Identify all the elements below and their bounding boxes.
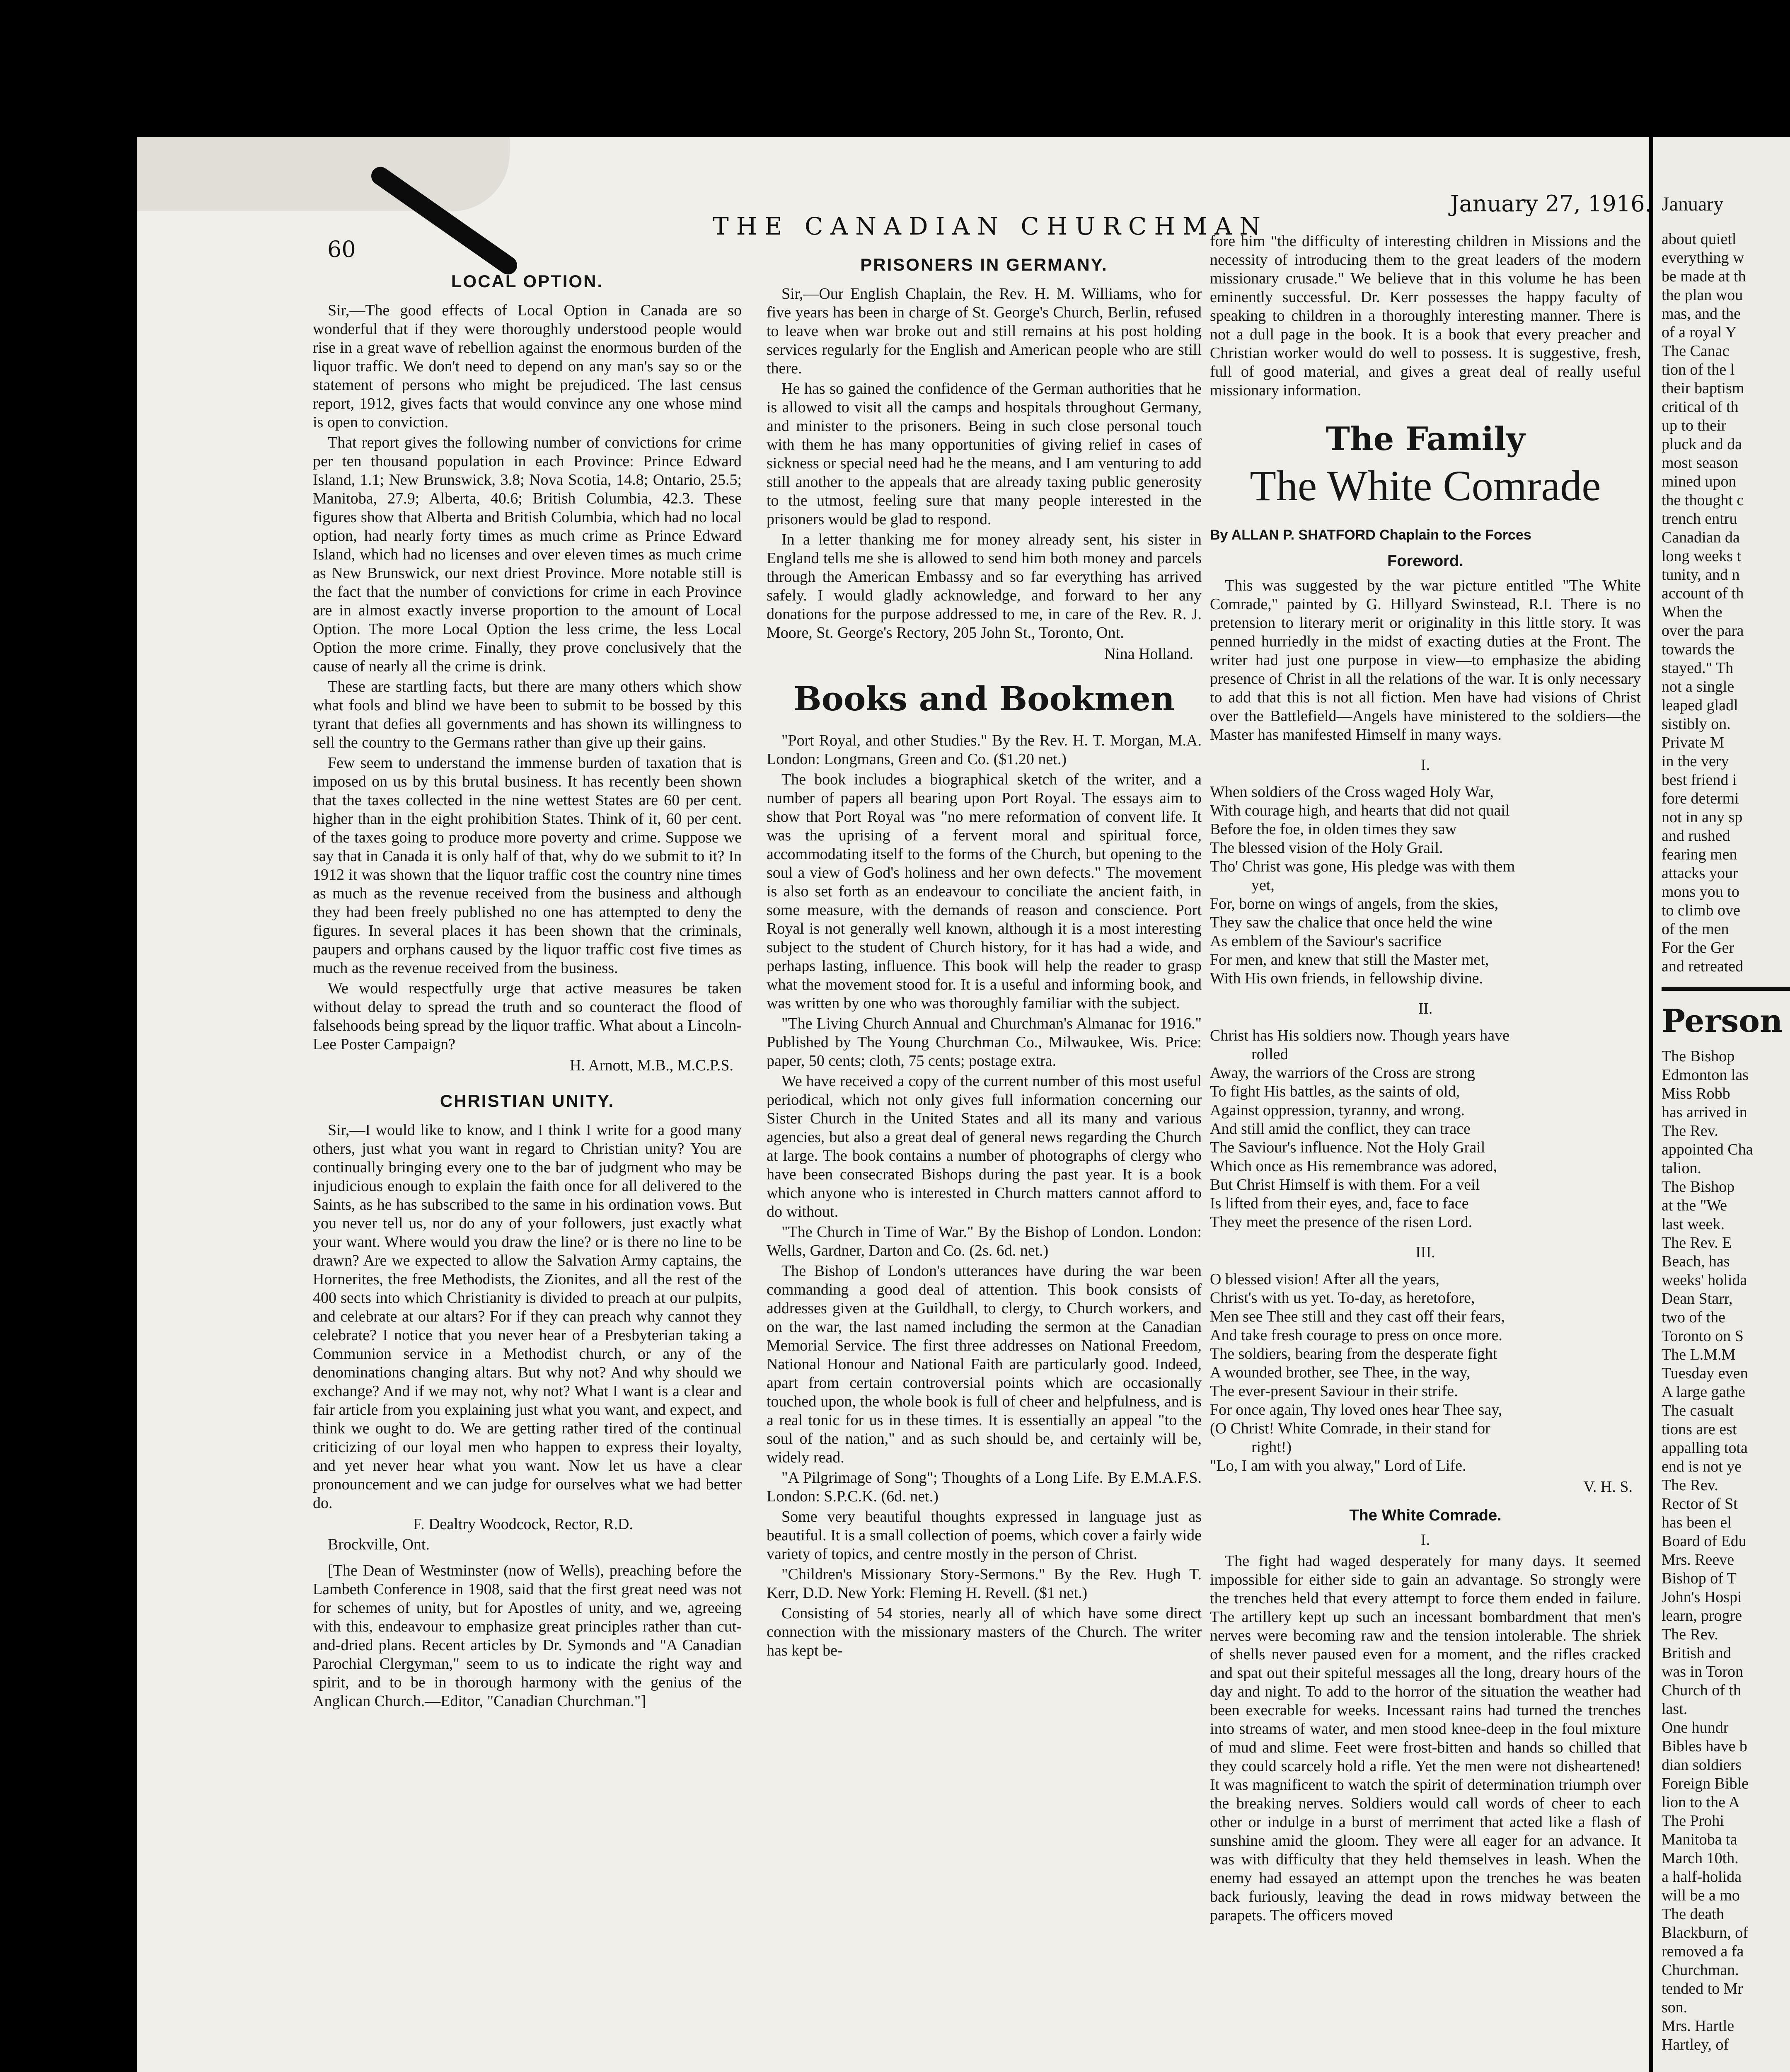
poem-line: The ever-present Saviour in their strife. <box>1210 1382 1458 1400</box>
adjacent-line: learn, progre <box>1662 1607 1742 1624</box>
poem-line: The soldiers, bearing from the desperate fight <box>1210 1345 1497 1363</box>
book-citation: "Port Royal, and other Studies." By the Rev. H. T. Morgan, M.A. London: Longmans, Green and Co. ($1.20 net.) <box>767 732 1202 768</box>
adjacent-line: not in any sp <box>1662 808 1743 826</box>
masthead: THE CANADIAN CHURCHMAN <box>713 212 1268 240</box>
page-number: 60 <box>327 236 356 262</box>
adjacent-line: everything w <box>1662 249 1744 266</box>
book-review: We have received a copy of the current number of this most useful periodical, which not only gives full information concerning our Sister Church in the United States and all its many and various agencies, but also a great deal of general news regarding the Church at large. The book contains a number of photographs of clergy who have been consecrated Bishops during the past year. It is a book which anyone who is interested in Church matters cannot afford to do without. <box>767 1072 1202 1220</box>
adjacent-line: dian soldiers <box>1662 1756 1742 1774</box>
adjacent-line: has arrived in <box>1662 1104 1747 1121</box>
adjacent-line: over the para <box>1662 622 1744 639</box>
adjacent-line: Mrs. Hartle <box>1662 2017 1734 2035</box>
adjacent-line: The Rev. E <box>1662 1234 1732 1251</box>
adjacent-line: Private M <box>1662 734 1724 751</box>
book-citation: "The Living Church Annual and Churchman's Almanac for 1916." Published by The Young Churchman Co., Milwaukee, Wis. Price: paper, 50 cents; cloth, 75 cents; postage extra. <box>767 1015 1202 1070</box>
adjacent-line: Edmonton las <box>1662 1066 1749 1084</box>
paragraph: Few seem to understand the immense burden of taxation that is imposed on us by this brutal business. It has recently been shown that the taxes collected in the nine wettest States are 60 per cent. higher than in the eight prohibition States. Think of it, 60 per cent. of the taxes going to produce more poverty and crime. Suppose we say that in Canada it is only half of that, why do we submit to it? In 1912 it was shown that the liquor traffic cost the country nine times as much as the revenue received from the business and although they had been freely published no one has attempted to deny the figures. In several places it has been shown that the criminals, paupers and orphans caused by the liquor traffic cost five times as much as the revenue received from the business. <box>313 754 742 977</box>
poem-line: (O Christ! White Comrade, in their stand for <box>1210 1420 1490 1437</box>
poem-line: Before the foe, in olden times they saw <box>1210 821 1457 838</box>
paragraph: Sir,—I would like to know, and I think I write for a good many others, just what you want in regard to Christian unity? You are continually bringing every one to the bar of judgment who may be injudicious enough to explain the faith once for all delivered to the Saints, as he has subscribed to the same in his ordination vows. But you never tell us, nor do any of your followers, just exactly what your want. Where would you draw the line? or is there no line to be drawn? Are we expected to allow the Salvation Army captains, the Hornerites, the free Methodists, the Zionites, and all the rest of the 400 sects into which Christianity is divided to preach at our pulpits, and celebrate at our altars? For if they can preach why cannot they celebrate? I notice that you never hear of a Presbyterian taking a Communion service in a Methodist church, or any of the denominations changing altars. But why not? And why should we exchange? And if we may not, why not? What I want is a clear and fair article from you explaining just what you want, and expect, and think we ought to do. We are getting rather tired of the continual criticizing of our loyal men who happen to express their loyalty, and yet never hear what you want. Now let us have a clear pronouncement and we can judge for ourselves what we had better do. <box>313 1121 742 1512</box>
poem-line: rolled <box>1251 1046 1288 1063</box>
adjacent-line: and retreated <box>1662 958 1744 975</box>
adjacent-line: The death <box>1662 1905 1724 1923</box>
adjacent-line: about quietl <box>1662 230 1737 248</box>
book-citation: "Children's Missionary Story-Sermons." By the Rev. Hugh T. Kerr, D.D. New York: Fleming H. Revell. ($1 net.) <box>767 1566 1202 1602</box>
adjacent-page <box>1653 137 1790 2072</box>
adjacent-line: Foreign Bible <box>1662 1775 1749 1792</box>
adjacent-line: The Bishop <box>1662 1048 1735 1065</box>
poem-line: yet, <box>1251 876 1275 894</box>
divider <box>1662 987 1790 991</box>
foreword-text: This was suggested by the war picture entitled "The White Comrade," painted by G. Hillyard Swinstead, R.I. There is no pretension to literary merit or originality in this little story. It was penned hurriedly in the midst of exacting duties at the Front. The writer had just one purpose in view—to emphasize the abiding presence of Christ in all the relations of the war. It is only necessary to add that this is not all fiction. Men have had visions of Christ over the Battlefield—Angels have ministered to the soldiers—the Master has manifested Himself in many ways. <box>1210 577 1641 743</box>
poem-line: For men, and knew that still the Master met, <box>1210 951 1489 968</box>
adjacent-heading: Person <box>1662 1002 1783 1039</box>
poem-line: To fight His battles, as the saints of old, <box>1210 1083 1460 1100</box>
adjacent-line: Beach, has <box>1662 1253 1730 1270</box>
poem-line: With His own friends, in fellowship divine. <box>1210 970 1483 987</box>
family-heading: The Family <box>1326 420 1525 458</box>
adjacent-line: For the Ger <box>1662 939 1734 956</box>
adjacent-line: The casualt <box>1662 1402 1734 1419</box>
adjacent-line: The L.M.M <box>1662 1346 1736 1363</box>
adjacent-line: Canadian da <box>1662 529 1740 546</box>
signature: F. Dealtry Woodcock, Rector, R.D. <box>413 1515 633 1533</box>
stanza-number: II. <box>1418 1000 1433 1017</box>
poem-line: With courage high, and hearts that did not quail <box>1210 802 1510 819</box>
adjacent-line: most season <box>1662 454 1738 472</box>
adjacent-line: long weeks t <box>1662 547 1742 565</box>
poem-line: Tho' Christ was gone, His pledge was with them <box>1210 858 1515 875</box>
adjacent-line: son. <box>1662 1999 1688 2016</box>
adjacent-line: and rushed <box>1662 827 1730 845</box>
adjacent-line: stayed." Th <box>1662 659 1734 677</box>
adjacent-line: The Rev. <box>1662 1626 1718 1643</box>
adjacent-line: the plan wou <box>1662 286 1743 304</box>
adjacent-line: fearing men <box>1662 846 1737 863</box>
adjacent-line: Dean Starr, <box>1662 1290 1733 1307</box>
adjacent-line: fore determi <box>1662 790 1739 807</box>
poem-stanza-3 <box>1210 1270 1641 1475</box>
foreword-title: Foreword. <box>1387 552 1463 570</box>
paragraph: Sir,—Our English Chaplain, the Rev. H. M. Williams, who for five years has been in charge of St. George's Church, Berlin, refused to leave when war broke out and still remains at his post holding services regularly for the English and American people who are still there. <box>767 285 1202 377</box>
book-review: Consisting of 54 stories, nearly all of which have some direct connection with the missionary masters of the Church. The writer has kept be- <box>767 1605 1202 1659</box>
adjacent-line: The Rev. <box>1662 1477 1718 1494</box>
adjacent-line: of the men <box>1662 920 1729 938</box>
adjacent-line: was in Toron <box>1662 1663 1744 1680</box>
column-1 <box>313 265 742 1712</box>
poem-line: Is lifted from their eyes, and, face to face <box>1210 1195 1469 1212</box>
adjacent-line: end is not ye <box>1662 1458 1742 1475</box>
poem-line: But Christ Himself is with them. For a veil <box>1210 1176 1480 1193</box>
adjacent-line: lion to the A <box>1662 1794 1740 1811</box>
poem-line: Christ has His soldiers now. Though years have <box>1210 1027 1509 1044</box>
adjacent-column <box>1662 149 1790 2054</box>
adjacent-line: last week. <box>1662 1215 1725 1233</box>
adjacent-line: be made at th <box>1662 268 1746 285</box>
poem-line: Men see Thee still and they cast off their fears, <box>1210 1308 1505 1325</box>
adjacent-line: Rector of St <box>1662 1495 1738 1513</box>
adjacent-line: mined upon <box>1662 473 1737 490</box>
issue-date: January 27, 1916. <box>1450 191 1652 217</box>
adjacent-line: John's Hospi <box>1662 1588 1742 1606</box>
adjacent-line: Manitoba ta <box>1662 1831 1737 1848</box>
adjacent-line: up to their <box>1662 417 1727 434</box>
local-option-title: LOCAL OPTION. <box>451 271 604 291</box>
poem-line: They meet the presence of the risen Lord. <box>1210 1213 1473 1231</box>
poem-line: right!) <box>1251 1438 1292 1456</box>
adjacent-line: Church of th <box>1662 1682 1742 1699</box>
books-heading: Books and Bookmen <box>793 679 1175 718</box>
signature: Nina Holland. <box>1104 645 1193 663</box>
adjacent-line: Blackburn, of <box>1662 1924 1748 1941</box>
adjacent-line: of a royal Y <box>1662 324 1737 341</box>
adjacent-line: in the very <box>1662 753 1729 770</box>
adjacent-line: will be a mo <box>1662 1887 1740 1904</box>
adjacent-line: tended to Mr <box>1662 1980 1743 1997</box>
adjacent-line: best friend i <box>1662 771 1737 789</box>
paragraph: These are startling facts, but there are many others which show what fools and blind we have been to submit to be bossed by this tyrant that defies all governments and has shown its willingness to sell the country to the Germans rather than give up their gains. <box>313 678 742 751</box>
byline: By ALLAN P. SHATFORD Chaplain to the Forces <box>1210 527 1531 543</box>
adjacent-line: sistibly on. <box>1662 715 1731 733</box>
adjacent-line: trench entru <box>1662 510 1737 528</box>
adjacent-line: A large gathe <box>1662 1383 1745 1401</box>
adjacent-line: has been el <box>1662 1514 1732 1531</box>
signature-place: Brockville, Ont. <box>328 1536 430 1553</box>
poem-line: Which once as His remembrance was adored, <box>1210 1157 1497 1175</box>
adjacent-line: When the <box>1662 603 1722 621</box>
adjacent-line: removed a fa <box>1662 1943 1744 1960</box>
adjacent-line: tunity, and n <box>1662 566 1740 583</box>
adjacent-line: appalling tota <box>1662 1439 1748 1457</box>
adjacent-line: their baptism <box>1662 380 1744 397</box>
adjacent-line: Bishop of T <box>1662 1570 1737 1587</box>
poem-initials: V. H. S. <box>1583 1478 1633 1496</box>
adjacent-line: The Canac <box>1662 342 1730 360</box>
adjacent-line: Hartley, of <box>1662 2036 1729 2053</box>
story-title: The White Comrade <box>1250 462 1601 510</box>
paragraph: We would respectfully urge that active measures be taken without delay to spread the truth and so counteract the flood of falsehoods being spread by the liquor traffic. What about a Lincoln-Lee Poster Campaign? <box>313 980 742 1053</box>
adjacent-line: Board of Edu <box>1662 1532 1746 1550</box>
adjacent-line: Bibles have b <box>1662 1738 1747 1755</box>
book-review: Some very beautiful thoughts expressed in language just as beautiful. It is a small collection of poems, which cover a fairly wide variety of topics, and centre mostly in the person of Christ. <box>767 1508 1202 1563</box>
adjacent-line: a half-holida <box>1662 1868 1742 1886</box>
page-shadow <box>137 137 510 211</box>
adjacent-line: Tuesday even <box>1662 1365 1748 1382</box>
adjacent-line: the thought c <box>1662 491 1744 509</box>
adjacent-line: mons you to <box>1662 883 1739 900</box>
stanza-number: III. <box>1415 1244 1435 1261</box>
adjacent-line: attacks your <box>1662 864 1738 882</box>
continuation-text: fore him "the difficulty of interesting children in Missions and the necessity of introducing them to the great leaders of the modern missionary crusade." We believe that in this volume he has been eminently successful. Dr. Kerr possesses the happy faculty of speaking to children in a thoroughly interesting manner. There is not a dull page in the book. It is a book that every preacher and Christian worker would do well to possess. It is suggestive, fresh, full of good material, and gives a great deal of really useful missionary information. <box>1210 232 1641 399</box>
adjacent-line: appointed Cha <box>1662 1141 1753 1158</box>
adjacent-line: account of th <box>1662 585 1744 602</box>
paragraph: In a letter thanking me for money already sent, his sister in England tells me she is allowed to send him both money and parcels through the American Embassy and so far everything has arrived safely. I would gladly acknowledge, and forward to her any donations for the purpose addressed to me, in care of the Rev. R. J. Moore, St. George's Rectory, 205 John St., Toronto, Ont. <box>767 531 1202 641</box>
adjacent-line: not a single <box>1662 678 1734 695</box>
adjacent-line: two of the <box>1662 1309 1726 1326</box>
adjacent-line: Toronto on S <box>1662 1327 1744 1345</box>
book-citation: "A Pilgrimage of Song"; Thoughts of a Long Life. By E.M.A.F.S. London: S.P.C.K. (6d. net.) <box>767 1469 1202 1505</box>
poem-line: The Saviour's influence. Not the Holy Grail <box>1210 1139 1485 1156</box>
adjacent-line: tion of the l <box>1662 361 1735 378</box>
paragraph: He has so gained the confidence of the German authorities that he is allowed to visit all the camps and hospitals throughout Germany, and minister to the prisoners. Being in such close personal touch with them he has many opportunities of giving relief in cases of sickness or special need had he the means, and I am venturing to add still another to the appeals that are already taxing public generosity to the utmost, feeling sure that many people interested in the prisoners would be glad to respond. <box>767 380 1202 528</box>
adjacent-line: British and <box>1662 1644 1731 1662</box>
adjacent-line: Mrs. Reeve <box>1662 1551 1734 1569</box>
adjacent-line: The Prohi <box>1662 1812 1724 1830</box>
adjacent-line: Churchman. <box>1662 1961 1739 1979</box>
poem-line: And still amid the conflict, they can trace <box>1210 1120 1471 1138</box>
adjacent-line: to climb ove <box>1662 902 1740 919</box>
paragraph: Sir,—The good effects of Local Option in Canada are so wonderful that if they were thoroughly understood people would rise in a great wave of rebellion against the enormous burden of the liquor traffic. We don't need to depend on any man's say so or the statement of persons who might be prejudiced. The last census report, 1912, gives facts that would convince any one whose mind is open to conviction. <box>313 302 742 431</box>
poem-line: When soldiers of the Cross waged Holy War, <box>1210 783 1494 801</box>
adjacent-line: at the "We <box>1662 1197 1727 1214</box>
adjacent-line: last. <box>1662 1700 1688 1718</box>
adjacent-line: mas, and the <box>1662 305 1741 322</box>
poem-line: And take fresh courage to press on once more. <box>1210 1326 1502 1344</box>
poem-line: O blessed vision! After all the years, <box>1210 1271 1440 1288</box>
book-review: The Bishop of London's utterances have during the war been commanding a good deal of attention. This book consists of addresses given at the Guildhall, to clergy, to Church workers, and on the war, the last named including the sermon at the Canadian Memorial Service. The first three addresses on National Freedom, National Honour and National Faith are particularly good. Indeed, apart from certain controversial points which are occasionally touched upon, the whole book is full of cheer and helpfulness, and is a real tonic for us in these times. It is essentially an appeal "to the soul of the nation," and as such should be, and certainly will be, widely read. <box>767 1262 1202 1466</box>
poem-line: A wounded brother, see Thee, in the way, <box>1210 1364 1471 1381</box>
column-3 <box>1210 232 1641 1927</box>
adjacent-line: critical of th <box>1662 398 1739 416</box>
adjacent-line: pluck and da <box>1662 436 1742 453</box>
adjacent-line: One hundr <box>1662 1719 1729 1736</box>
story-text: The fight had waged desperately for many days. It seemed impossible for either side to gain an advantage. So strongly were the trenches held that every attempt to force them ended in failure. The artillery kept up such an incessant bombardment that men's nerves were becoming raw and the tension intolerable. The shriek of shells never paused even for a moment, and the rifles cracked and spat out their spiteful messages all the long, dreary hours of the day and night. To add to the horror of the situation the weather had been execrable for weeks. Incessant rains had turned the trenches into streams of water, and men stood knee-deep in the foul mixture of mud and slime. Feet were frost-bitten and hands so chilled that they could scarcely hold a rifle. Yet the men were not disheartened! It was magnificent to watch the spirit of determination triumph over the breaking nerves. Soldiers would call words of cheer to each other or indulge in a burst of merriment that acted like a flash of sunshine amid the gloom. They were all eager for an advance. It was with difficulty that they held themselves in leash. When the enemy had essayed an attempt upon the trenches he was beaten back furiously, leaving the dead in rows midway between the parapets. The officers moved <box>1210 1552 1641 1924</box>
prisoners-title: PRISONERS IN GERMANY. <box>860 255 1108 274</box>
signature: H. Arnott, M.B., M.C.P.S. <box>570 1057 733 1074</box>
adjacent-line: The Rev. <box>1662 1122 1718 1140</box>
poem-stanza-1 <box>1210 783 1641 988</box>
poem-line: For once again, Thy loved ones hear Thee say, <box>1210 1401 1502 1418</box>
poem-line: The blessed vision of the Holy Grail. <box>1210 839 1443 857</box>
poem-line: As emblem of the Saviour's sacrifice <box>1210 932 1442 950</box>
stanza-number: I. <box>1420 756 1430 774</box>
column-2 <box>767 249 1202 1662</box>
adjacent-line: talion. <box>1662 1159 1702 1177</box>
poem-stanza-2 <box>1210 1026 1641 1232</box>
story-subtitle: The White Comrade. <box>1349 1507 1502 1524</box>
story-section-number: I. <box>1420 1531 1430 1549</box>
book-review: The book includes a biographical sketch of the writer, and a number of papers all bearing upon Port Royal. The essays aim to show that Port Royal was "no mere reformation of convent life. It was the uprising of a fervent moral and spiritual force, accommodating itself to the forms of the Church, but opening to the soul a view of God's holiness and her own defects." The movement is also set forth as an endeavour to conciliate the ancient faith, in some measure, with the demands of reason and conscience. Port Royal is not generally well known, although it is a most interesting subject to the student of Church history, for it has had a wide, and perhaps lasting, influence. This book will help the reader to grasp what the movement stood for. It is a useful and informing book, and was written by one who was thoroughly familiar with the subject. <box>767 771 1202 1012</box>
poem-line: Against oppression, tyranny, and wrong. <box>1210 1101 1465 1119</box>
poem-line: "Lo, I am with you alway," Lord of Life. <box>1210 1457 1466 1474</box>
adjacent-line: The Bishop <box>1662 1178 1735 1196</box>
adjacent-date: January <box>1662 193 1724 215</box>
christian-unity-title: CHRISTIAN UNITY. <box>440 1091 615 1111</box>
book-citation: "The Church in Time of War." By the Bishop of London. London: Wells, Gardner, Darton and Co. (2s. 6d. net.) <box>767 1223 1202 1259</box>
poem-line: They saw the chalice that once held the wine <box>1210 914 1492 931</box>
poem-line: Away, the warriors of the Cross are strong <box>1210 1064 1475 1082</box>
adjacent-line: towards the <box>1662 641 1735 658</box>
adjacent-line: March 10th. <box>1662 1849 1739 1867</box>
adjacent-line: tions are est <box>1662 1421 1737 1438</box>
poem-line: For, borne on wings of angels, from the skies, <box>1210 895 1499 913</box>
adjacent-line: weeks' holida <box>1662 1271 1747 1289</box>
adjacent-line: Miss Robb <box>1662 1085 1730 1102</box>
adjacent-line: leaped gladl <box>1662 697 1738 714</box>
paragraph: That report gives the following number of convictions for crime per ten thousand population in each Province: Prince Edward Island, 1.1; New Brunswick, 3.8; Nova Scotia, 14.8; Ontario, 25.5; Manitoba, 27.9; Alberta, 40.6; British Columbia, 42.3. These figures show that Alberta and British Columbia, which had no local option, had nearly forty times as much crime as Prince Edward Island, which had no licenses and over eleven times as much crime as New Brunswick, our next driest Province. More notable still is the fact that the number of convictions for crime in each Province are in almost exactly inverse proportion to the amount of Local Option. The more Local Option the less crime, the less Local Option the more crime. Finally, they prove conclusively that the cause of nearly all the crime is drink. <box>313 434 742 675</box>
poem-line: Christ's with us yet. To-day, as heretofore, <box>1210 1289 1475 1307</box>
editor-note: [The Dean of Westminster (now of Wells), preaching before the Lambeth Conference in 1908, said that the first great need was not for schemes of unity, but for Apostles of unity, and we, agreeing with this, endeavour to emphasize great principles rather than cut-and-dried plans. Recent articles by Dr. Symonds and "A Canadian Parochial Clergyman," seem to us to indicate the right way and spirit, and to be in thorough harmony with the genius of the Anglican Church.—Editor, "Canadian Churchman."] <box>313 1562 742 1710</box>
